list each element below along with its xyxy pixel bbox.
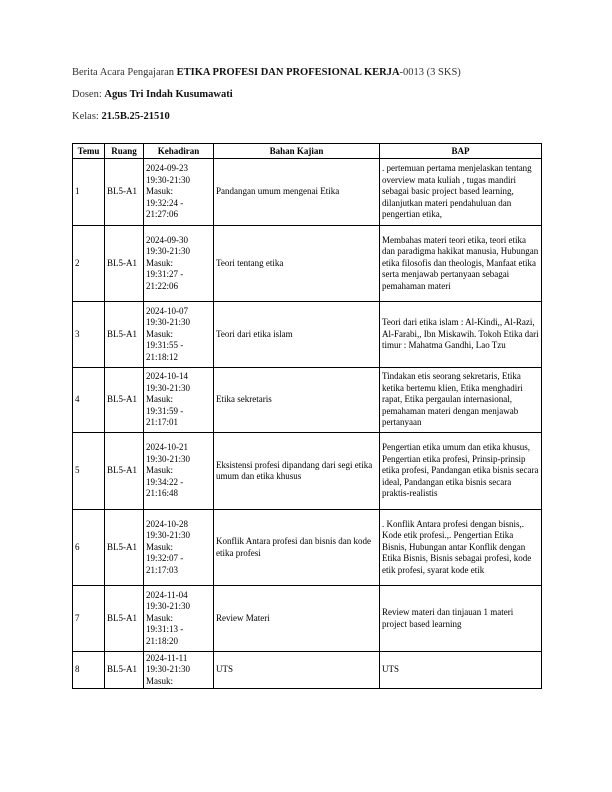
attendance-line: 19:30-21:30	[146, 382, 190, 393]
room-code: BL5-A1	[105, 159, 144, 226]
meeting-number: 1	[73, 159, 105, 226]
attendance-line: 19:32:24 -	[146, 197, 184, 208]
attendance-line: 21:16:48	[146, 488, 179, 499]
study-material: Review Materi	[214, 586, 380, 652]
room-code: BL5-A1	[105, 226, 144, 302]
berita-acara-label: Berita Acara Pengajaran	[72, 67, 175, 78]
meeting-number: 2	[73, 226, 105, 302]
meeting-number: 7	[73, 586, 105, 652]
attendance-line: 19:30-21:30	[146, 664, 190, 675]
attendance-table	[72, 143, 542, 689]
attendance-line: 2024-11-11	[146, 652, 188, 663]
table-row	[73, 159, 542, 226]
study-material: Teori dari etika islam	[214, 302, 380, 368]
attendance-line: 21:18:12	[146, 351, 179, 362]
attendance-line: 21:18:20	[146, 635, 179, 646]
meeting-number: 6	[73, 510, 105, 586]
attendance-line: 19:31:27 -	[146, 269, 184, 280]
course-code: -0013 (3 SKS)	[399, 67, 461, 78]
study-material: Pandangan umum mengenai Etika	[214, 159, 380, 226]
class-code: 21.5B.25-21510	[101, 111, 170, 122]
attendance-line: 19:31:13 -	[146, 624, 184, 635]
attendance-cell	[144, 302, 214, 368]
attendance-line: 2024-10-28	[146, 518, 188, 529]
table-row	[73, 433, 542, 510]
table-row	[73, 510, 542, 586]
attendance-line: Masuk:	[146, 257, 173, 268]
attendance-line: 21:17:03	[146, 564, 179, 575]
attendance-line: Masuk:	[146, 328, 173, 339]
attendance-line: Masuk:	[146, 186, 173, 197]
room-code: BL5-A1	[105, 510, 144, 586]
attendance-line: 19:32:07 -	[146, 553, 184, 564]
study-material: UTS	[214, 652, 380, 689]
attendance-line: 2024-10-21	[146, 442, 188, 453]
attendance-line: 19:31:59 -	[146, 405, 184, 416]
meeting-number: 4	[73, 368, 105, 433]
lecturer-line	[72, 88, 542, 102]
table-row	[73, 368, 542, 433]
attendance-line: 2024-10-14	[146, 371, 188, 382]
attendance-line: Masuk:	[146, 394, 173, 405]
meeting-number: 5	[73, 433, 105, 510]
attendance-line: 19:34:22 -	[146, 476, 184, 487]
attendance-line: 2024-09-23	[146, 163, 188, 174]
room-code: BL5-A1	[105, 368, 144, 433]
lecturer-name: Agus Tri Indah Kusumawati	[104, 89, 233, 100]
attendance-cell	[144, 368, 214, 433]
table-body	[73, 159, 542, 689]
room-code: BL5-A1	[105, 433, 144, 510]
bap-description: . Konflik Antara profesi dengan bisnis,. Kode etik profesi.,. Pengertian Etika Bisnis, Hubungan antar Konflik dengan Etika Bisnis, Bisnis sebagai profesi, kode etik profesi, syarat kode etik	[380, 510, 542, 586]
table-row	[73, 586, 542, 652]
attendance-line: Masuk:	[146, 541, 173, 552]
attendance-line: 2024-11-04	[146, 589, 188, 600]
attendance-line: 2024-10-07	[146, 305, 188, 316]
attendance-line: 19:30-21:30	[146, 453, 190, 464]
attendance-cell	[144, 159, 214, 226]
attendance-line: Masuk:	[146, 675, 173, 686]
class-line	[72, 110, 542, 124]
meeting-number: 3	[73, 302, 105, 368]
attendance-line: 19:30-21:30	[146, 317, 190, 328]
course-name: ETIKA PROFESI DAN PROFESIONAL KERJA	[176, 67, 400, 78]
study-material: Etika sekretaris	[214, 368, 380, 433]
table-row	[73, 226, 542, 302]
attendance-line: Masuk:	[146, 465, 173, 476]
table-row	[73, 302, 542, 368]
column-header-kehadiran: Kehadiran	[144, 144, 214, 159]
course-line	[72, 66, 542, 80]
room-code: BL5-A1	[105, 586, 144, 652]
attendance-line: 21:27:06	[146, 209, 179, 220]
document-header	[72, 66, 542, 132]
column-header-bahan-kajian: Bahan Kajian	[214, 144, 380, 159]
column-header-bap: BAP	[380, 144, 542, 159]
meeting-number: 8	[73, 652, 105, 689]
attendance-cell	[144, 586, 214, 652]
attendance-line: 19:31:55 -	[146, 340, 184, 351]
table-header-row	[73, 144, 542, 159]
bap-description: Review materi dan tinjauan 1 materi project based learning	[380, 586, 542, 652]
attendance-line: 19:30-21:30	[146, 246, 190, 257]
column-header-temu: Temu	[73, 144, 105, 159]
kelas-label: Kelas:	[72, 111, 99, 122]
study-material: Konflik Antara profesi dan bisnis dan kode etika profesi	[214, 510, 380, 586]
attendance-cell	[144, 226, 214, 302]
table-row	[73, 652, 542, 689]
study-material: Teori tentang etika	[214, 226, 380, 302]
bap-description: . pertemuan pertama menjelaskan tentang overview mata kuliah , tugas mandiri sebagai basic project based learning, dilanjutkan materi pendahuluan dan pengertian etika,	[380, 159, 542, 226]
attendance-line: 19:30-21:30	[146, 530, 190, 541]
attendance-line: 19:30-21:30	[146, 601, 190, 612]
attendance-cell	[144, 652, 214, 689]
bap-description: Teori dari etika islam : Al-Kindi,, Al-Razi, Al-Farabi,, Ibn Miskawih. Tokoh Etika dari timur : Mahatma Gandhi, Lao Tzu	[380, 302, 542, 368]
bap-description: Membahas materi teori etika, teori etika dan paradigma hakikat manusia, Hubungan etika filosofis dan theologis, Manfaat etika serta menjawab pertanyaan sebagai pemahaman materi	[380, 226, 542, 302]
attendance-cell	[144, 433, 214, 510]
attendance-line: 2024-09-30	[146, 234, 188, 245]
column-header-ruang: Ruang	[105, 144, 144, 159]
bap-description: Tindakan etis seorang sekretaris, Etika ketika bertemu klien, Etika menghadiri rapat, Etika pergaulan internasional, pemahaman materi dengan menjawab pertanyaan	[380, 368, 542, 433]
study-material: Eksistensi profesi dipandang dari segi etika umum dan etika khusus	[214, 433, 380, 510]
room-code: BL5-A1	[105, 652, 144, 689]
bap-description: UTS	[380, 652, 542, 689]
attendance-line: Masuk:	[146, 612, 173, 623]
attendance-line: 21:22:06	[146, 280, 179, 291]
attendance-cell	[144, 510, 214, 586]
room-code: BL5-A1	[105, 302, 144, 368]
bap-description: Pengertian etika umum dan etika khusus, Pengertian etika profesi, Prinsip-prinsip etika profesi, Pandangan etika bisnis secara ideal, Pandangan etika bisnis secara praktis-realistis	[380, 433, 542, 510]
dosen-label: Dosen:	[72, 89, 102, 100]
attendance-line: 21:17:01	[146, 417, 179, 428]
attendance-line: 19:30-21:30	[146, 174, 190, 185]
